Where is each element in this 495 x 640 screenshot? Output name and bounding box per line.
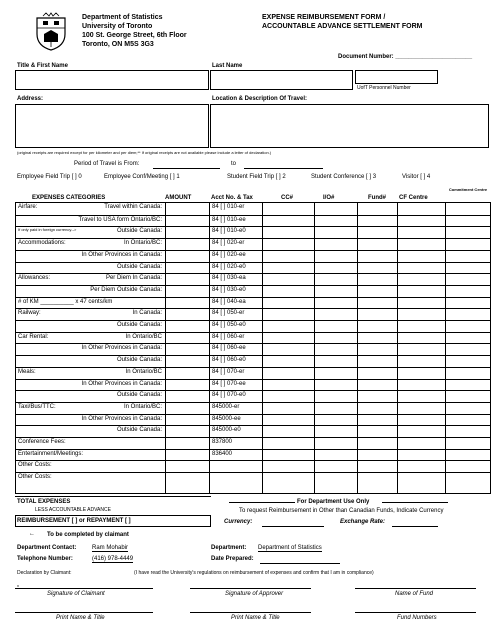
table-row xyxy=(16,320,490,332)
x-mark: x xyxy=(17,583,19,588)
first-name-input[interactable] xyxy=(15,70,209,90)
currency-input[interactable] xyxy=(262,526,324,527)
table-row xyxy=(16,308,490,320)
declaration-label: Declaration by Claimant: xyxy=(17,570,72,576)
row-subcategory: In Ontario/BC xyxy=(125,368,162,375)
claimant-signature-line[interactable] xyxy=(15,588,153,589)
address-input[interactable] xyxy=(15,104,209,148)
row-subcategory: In Other Provinces in Canada: xyxy=(81,251,162,258)
last-name-input[interactable] xyxy=(210,70,353,90)
date-prepared-input[interactable] xyxy=(260,563,340,564)
last-name-label: Last Name xyxy=(212,63,243,69)
header-commitment-centre: Commitment Centre xyxy=(448,187,488,192)
table-row xyxy=(16,273,490,285)
table-row xyxy=(16,379,490,391)
print-name-line-2[interactable] xyxy=(190,612,311,613)
row-acct: 84 [ ] 020-ee xyxy=(212,251,246,258)
fund-numbers-label: Fund Numbers xyxy=(397,615,437,621)
table-row xyxy=(16,437,490,449)
row-acct: 84 [ ] 050-er xyxy=(212,310,245,317)
row-acct: 84 [ ] 070-er xyxy=(212,368,245,375)
header-categories: EXPENSES CATEGORIES xyxy=(32,195,106,201)
table-row xyxy=(16,285,490,297)
less-advance-label: LESS ACCOUNTABLE ADVANCE xyxy=(35,507,111,513)
total-expenses-label: TOTAL EXPENSES xyxy=(17,499,71,505)
dept-contact-value[interactable]: Ram Mohabir xyxy=(92,545,129,551)
header-fund: Fund# xyxy=(368,195,386,201)
row-acct: 84 [ ] 070-e0 xyxy=(212,392,246,399)
row-subcategory: In Other Provinces in Canada: xyxy=(81,380,162,387)
table-row xyxy=(16,297,490,309)
period-to-input[interactable] xyxy=(244,168,323,169)
row-category: Railway: xyxy=(18,310,41,317)
row-subcategory: Outside Canada: xyxy=(116,392,162,399)
form-title-2: ACCOUNTABLE ADVANCE SETTLEMENT FORM xyxy=(262,23,423,30)
row-subcategory: In Canada: xyxy=(132,310,162,317)
row-acct: 84 [ ] 070-ee xyxy=(212,380,246,387)
dept-line-2: University of Toronto xyxy=(82,23,153,30)
table-row xyxy=(16,449,490,461)
totals-rule xyxy=(15,496,211,497)
university-crest-logo xyxy=(34,12,68,52)
row-acct: 845000-e0 xyxy=(212,427,241,434)
fund-numbers-line[interactable] xyxy=(355,612,476,613)
location-input[interactable] xyxy=(210,104,489,148)
row-subcategory: Per Diem In Canada: xyxy=(105,275,162,282)
row-acct: 845000-er xyxy=(212,403,240,410)
row-subcategory: In Ontario/BC xyxy=(125,333,162,340)
department-label: Department: xyxy=(211,545,247,551)
currency-label: Currency: xyxy=(224,519,253,525)
form-title-1: EXPENSE REIMBURSEMENT FORM / xyxy=(262,14,386,21)
row-category: Other Costs: xyxy=(18,462,52,469)
row-category: Allowances: xyxy=(18,275,51,282)
table-row xyxy=(16,414,490,426)
title-first-name-label: Title & First Name xyxy=(17,63,68,69)
category-student-field-trip[interactable]: Student Field Trip [ ] 2 xyxy=(227,174,286,180)
signature-approver-label: Signature of Approver xyxy=(225,591,284,597)
table-row xyxy=(16,262,490,274)
header-cf-centre: CF Centre xyxy=(399,195,428,201)
row-subcategory: Outside Canada: xyxy=(116,357,162,364)
row-acct: 84 [ ] 060-ee xyxy=(212,345,246,352)
reimbursement-label[interactable]: REIMBURSEMENT [ ] or REPAYMENT [ ] xyxy=(17,518,131,524)
row-subcategory: Outside Canada: xyxy=(116,322,162,328)
row-category: Taxi/Bus/TTC: xyxy=(18,403,56,410)
table-row xyxy=(16,203,490,215)
table-row xyxy=(16,425,490,437)
table-row xyxy=(16,215,490,227)
row-acct: 84 [ ] 010-er xyxy=(212,204,245,210)
dept-use-label: For Department Use Only xyxy=(297,499,370,505)
row-category: Other Costs: xyxy=(18,474,52,481)
declaration-text: (I have read the University's regulations on reimbursement of expenses and confirm that I am in compliance) xyxy=(134,570,374,576)
arrow-left-icon: ← xyxy=(29,531,35,537)
dept-contact-label: Department Contact: xyxy=(17,545,77,551)
personnel-number-label: UofT Personnel Number xyxy=(357,85,411,91)
row-subcategory: In Ontario/BC: xyxy=(123,403,162,410)
row-acct: 84 [ ] 020-e0 xyxy=(212,263,246,270)
row-acct: 84 [ ] 060-er xyxy=(212,333,245,340)
row-acct: 84 [ ] 040-ea xyxy=(212,298,246,305)
telephone-label: Telephone Number: xyxy=(17,556,73,562)
table-row xyxy=(16,460,490,472)
table-row xyxy=(16,355,490,367)
fund-name-label: Name of Fund xyxy=(395,591,434,597)
fund-name-line[interactable] xyxy=(355,588,476,589)
table-row xyxy=(16,367,490,379)
header-amount: AMOUNT xyxy=(165,195,192,201)
receipts-note: (original receipts are required except for per kilometer and per diem;** If original receipts are not available please include a letter of declaration.) xyxy=(17,150,272,155)
exchange-rate-input[interactable] xyxy=(392,526,438,527)
header-io: I/O# xyxy=(323,195,335,201)
row-acct: 845000-ee xyxy=(212,415,241,422)
table-row xyxy=(16,238,490,250)
address-label: Address: xyxy=(17,96,44,102)
category-employee-conf[interactable]: Employee Conf/Meeting [ ] 1 xyxy=(104,174,180,180)
category-visitor[interactable]: Visitor [ ] 4 xyxy=(402,174,431,180)
row-acct: 84 [ ] 050-e0 xyxy=(212,322,246,328)
document-number-field[interactable]: Document Number: _______________________ xyxy=(338,54,473,60)
row-category: Conference Fees: xyxy=(18,439,66,445)
row-acct: 84 [ ] 010-ee xyxy=(212,216,246,223)
row-subcategory: Outside Canada: xyxy=(116,263,162,270)
exchange-rate-label: Exchange Rate: xyxy=(340,519,386,525)
claimant-note: To be completed by claimant xyxy=(47,532,129,538)
row-note: If only paid in foreign currency--> xyxy=(18,227,77,233)
row-acct: 84 [ ] 020-er xyxy=(212,240,245,247)
table-row xyxy=(16,226,490,238)
dept-line-1: Department of Statistics xyxy=(82,14,163,21)
print-name-label-2: Print Name & Title xyxy=(231,615,280,621)
row-category: # of KM __________ x 47 cents/km xyxy=(18,298,113,305)
expense-table xyxy=(15,202,491,494)
period-from-label: Period of Travel is From: xyxy=(74,161,140,167)
row-acct: 84 [ ] 030-ea xyxy=(212,275,246,282)
table-row xyxy=(16,390,490,402)
row-subcategory: Travel within Canada: xyxy=(104,204,162,210)
row-acct: 84 [ ] 060-e0 xyxy=(212,357,246,364)
period-from-input[interactable] xyxy=(153,168,220,169)
row-subcategory: Outside Canada: xyxy=(116,427,162,434)
row-subcategory: Outside Canada: xyxy=(116,228,162,235)
signature-claimant-label: Signature of Claimant xyxy=(47,591,105,597)
row-acct: 84 [ ] 010-e0 xyxy=(212,228,246,235)
table-row xyxy=(16,250,490,262)
row-acct: 837800 xyxy=(212,439,233,445)
period-to-label: to xyxy=(231,161,237,167)
row-subcategory: In Other Provinces in Canada: xyxy=(81,415,162,422)
dept-use-arrow-left xyxy=(229,502,295,503)
table-row xyxy=(16,472,490,484)
department-value[interactable]: Department of Statistics xyxy=(258,545,322,551)
print-name-line-1[interactable] xyxy=(15,612,153,613)
location-label: Location & Description Of Travel: xyxy=(212,96,308,102)
date-prepared-label: Date Prepared: xyxy=(211,556,254,562)
row-acct: 84 [ ] 030-e0 xyxy=(212,286,246,293)
header-acct: Acct No. & Tax xyxy=(211,195,253,201)
row-category: Meals: xyxy=(18,368,36,375)
dept-use-arrow-right xyxy=(382,502,448,503)
dept-line-3: 100 St. George Street, 6th Floor xyxy=(82,32,187,39)
category-employee-field-trip[interactable]: Employee Field Trip [ ] 0 xyxy=(17,174,82,180)
print-name-label-1: Print Name & Title xyxy=(56,615,105,621)
row-acct: 836400 xyxy=(212,450,233,457)
row-subcategory: In Other Provinces in Canada: xyxy=(81,345,162,352)
personnel-number-input[interactable] xyxy=(355,70,438,84)
category-student-conference[interactable]: Student Conference [ ] 3 xyxy=(311,174,377,180)
row-subcategory: In Ontario/BC: xyxy=(123,240,162,247)
row-category: Car Rental: xyxy=(18,333,49,340)
row-category: Entertainment/Meetings: xyxy=(18,450,84,457)
telephone-value[interactable]: (416) 978-4449 xyxy=(92,556,134,562)
dept-line-4: Toronto, ON M5S 3G3 xyxy=(82,41,154,48)
row-subcategory: Travel to USA form Ontario/BC: xyxy=(78,216,162,223)
row-subcategory: Per Diem Outside Canada: xyxy=(90,286,162,293)
table-row xyxy=(16,343,490,355)
approver-signature-line[interactable] xyxy=(190,588,311,589)
row-category: Accommodations: xyxy=(18,240,66,247)
table-row xyxy=(16,332,490,344)
table-row xyxy=(16,402,490,414)
header-cc: CC# xyxy=(281,195,294,201)
row-category: Airfare: xyxy=(18,204,38,210)
foreign-currency-note: To request Reimbursement in Other than Canadian Funds, Indicate Currency xyxy=(239,508,444,514)
